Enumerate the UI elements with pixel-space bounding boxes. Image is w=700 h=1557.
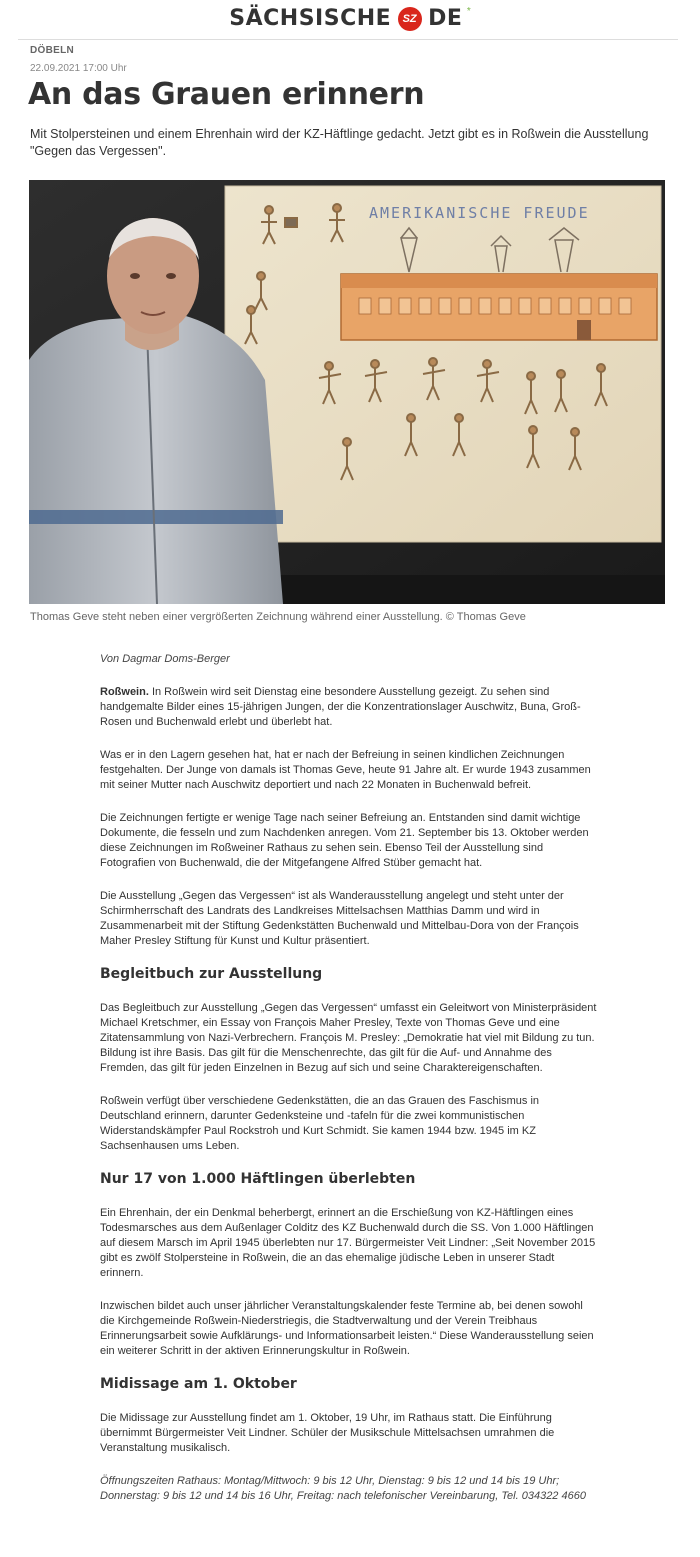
paragraph: Was er in den Lagern gesehen hat, hat er nach der Befreiung in seinen kindlichen Zeichnungen festgehalten. Der Junge von damals ist Thomas Geve, heute 91 Jahre alt. Er wurde 1943 zusammen mit seiner Mutter nach Auschwitz deportiert und nach 22 Monaten in Buchenwald befreit.: [100, 749, 591, 791]
paragraph: Die Zeichnungen fertigte er wenige Tage nach seiner Befreiung an. Entstanden sind damit wichtige Dokumente, die fesseln und zum Nachdenken anregen. Vom 21. September bis 13. Oktober werden diese Zeichnungen im Roßweiner Rathaus zu sehen sein. Ebenso Teil der Ausstellung sind Fotografien von Buchenwald, die der Mitgefangene Alfred Stüber gemacht hat.: [100, 812, 589, 869]
publish-date: 22.09.2021 17:00 Uhr: [30, 63, 127, 74]
article-lead: Mit Stolpersteinen und einem Ehrenhain wird der KZ-Häftlinge gedacht. Jetzt gibt es in Roßwein die Ausstellung "Gegen das Vergessen".: [30, 127, 649, 158]
article-photo[interactable]: [29, 180, 665, 604]
subheading: Midissage am 1. Oktober: [100, 1376, 297, 1392]
intro-paragraph: [100, 685, 600, 730]
logo-badge-icon: SZ: [398, 7, 422, 31]
logo-text-right: DE: [428, 6, 463, 31]
opening-hours: Öffnungszeiten Rathaus: Montag/Mittwoch: 9 bis 12 Uhr, Dienstag: 9 bis 12 und 14 bis 19 Uhr; Donnerstag: 9 bis 12 und 14 bis 16 Uhr, Freitag: nach telefonischer Vereinbarung, Tel. 034322 4660: [100, 1475, 586, 1502]
paragraph: Inzwischen bildet auch unser jährlicher Veranstaltungskalender feste Termine ab, bei denen sowohl die Kirchgemeinde Roßwein-Niederstriegis, die Stadtverwaltung und der Verein Treibhaus Erinnerungsarbeit sowie Aufklärungs- und Informationsarbeit leisten.“ Diese Wanderausstellung seien ein weiterer Schritt in der aktiven Erinnerungskultur in Roßwein.: [100, 1300, 594, 1357]
paragraph: Das Begleitbuch zur Ausstellung „Gegen das Vergessen“ umfasst ein Geleitwort von Ministerpräsident Michael Kretschmer, ein Essay von François Maher Presley, Texte von Thomas Geve und eine Zitatensammlung von Nazi-Verbrechern. François M. Presley: „Demokratie hat viel mit Bildung zu tun. Bildung ist ihre Basis. Das gilt für die Menschenrechte, das gilt für die Auf- und Annahme des Fremden, das gilt für jeden Einzelnen in Bezug auf sich und seine Charaktereigenschaften.: [100, 1002, 597, 1074]
drawing-title-text: AMERIKANISCHE FREUDE: [369, 204, 590, 222]
paragraph: Die Midissage zur Ausstellung findet am 1. Oktober, 19 Uhr, im Rathaus statt. Die Einführung übernimmt Bürgermeister Veit Lindner. Schüler der Musikschule Mittelsachsen umrahmen die Veranstaltung musikalisch.: [100, 1412, 555, 1454]
subheading: Nur 17 von 1.000 Häftlingen überlebten: [100, 1171, 416, 1187]
byline: Von Dagmar Doms-Berger: [100, 653, 230, 665]
subheading: Begleitbuch zur Ausstellung: [100, 966, 323, 982]
intro-text: In Roßwein wird seit Dienstag eine besondere Ausstellung gezeigt. Zu sehen sind handgemalte Bilder eines 15-jährigen Jungen, der die Konzentrationslager Auschwitz, Buna, Groß-Rosen und Buchenwald erlebt und überlebt hat.: [100, 686, 581, 728]
paragraph: Roßwein verfügt über verschiedene Gedenkstätten, die an das Grauen des Faschismus in Deutschland erinnern, darunter Gedenksteine und -tafeln für die zwei kommunistischen Widerstandskämpfer Paul Rockstroh und Kurt Schmidt. Sie kamen 1944 bzw. 1945 im KZ Sachsenhausen ums Leben.: [100, 1095, 540, 1152]
logo-star-icon: *: [466, 6, 471, 17]
section-label[interactable]: DÖBELN: [30, 45, 75, 56]
article-title: An das Grauen erinnern: [28, 77, 425, 112]
logo-text-left: SÄCHSISCHE: [229, 6, 392, 31]
paragraph: Ein Ehrenhain, der ein Denkmal beherbergt, erinnert an die Erschießung von KZ-Häftlingen eines Todesmarsches aus dem Außenlager Colditz des KZ Buchenwald durch die SS. Von 1.000 Häftlingen auf diesem Marsch im April 1945 überlebten nur 17. Bürgermeister Veit Lindner: „Seit November 2015 gibt es zwölf Stolpersteine in Roßwein, die an das ehemalige jüdische Leben in unserer Stadt erinnern.: [100, 1207, 596, 1279]
drawing-artwork: [225, 186, 661, 542]
dateline-place: Roßwein.: [100, 686, 149, 698]
site-logo[interactable]: [0, 6, 700, 36]
photo-caption: Thomas Geve steht neben einer vergrößerten Zeichnung während einer Ausstellung. © Thomas Geve: [30, 611, 526, 623]
header-divider: [18, 39, 678, 40]
article-body: [100, 652, 600, 1504]
paragraph: Die Ausstellung „Gegen das Vergessen“ ist als Wanderausstellung angelegt und steht unter der Schirmherrschaft des Landrats des Landkreises Mittelsachsen Matthias Damm und wird in Zusammenarbeit mit der Stiftung Gedenkstätten Buchenwald und Mittelbau-Dora von der François Maher Presley Stiftung für Kunst und Kultur präsentiert.: [100, 890, 579, 947]
